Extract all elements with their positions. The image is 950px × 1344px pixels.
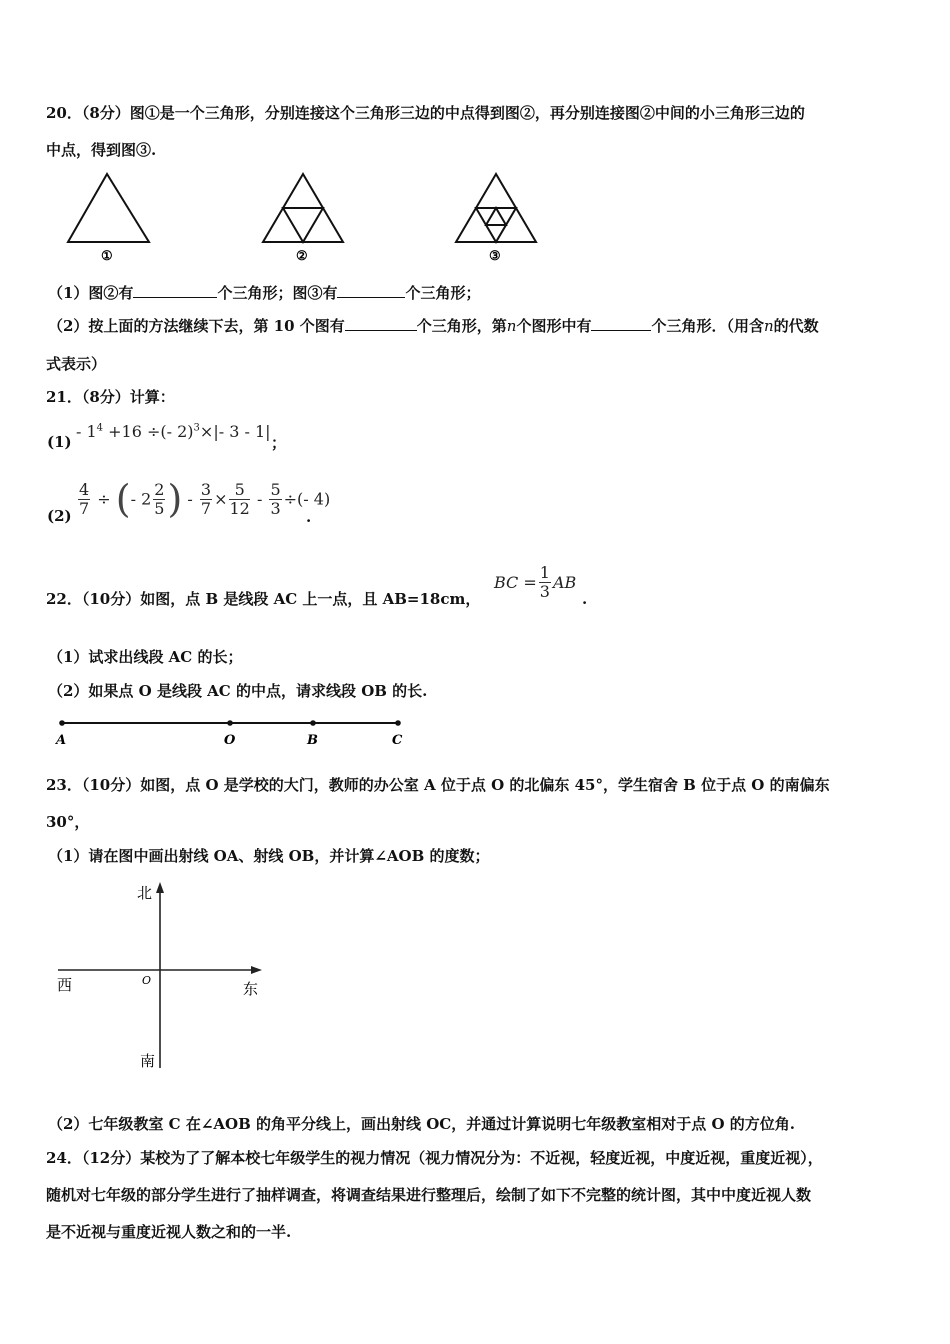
point-a <box>59 720 65 726</box>
west-label: 西 <box>57 976 73 994</box>
q20-part1 <box>48 283 480 303</box>
q21-item2-expression <box>76 477 331 521</box>
q24-line3: 是不近视与重度近视人数之和的一半. <box>46 1223 292 1241</box>
q21-op-minus2: - <box>256 489 263 509</box>
q21-title: 21．（8分）计算： <box>46 388 175 406</box>
label-a: A <box>56 733 67 748</box>
q21-item1-label: (1) <box>47 433 72 451</box>
fig2-mid-triangle <box>283 208 323 242</box>
q22-eq-frac: $\frac{1}{3}$ <box>539 563 550 601</box>
label-o: O <box>224 733 236 748</box>
q21-frac-5-3: $\frac{5}{3}$ <box>270 479 281 518</box>
q20-part1-b: 个三角形；图③有 <box>217 284 338 302</box>
q21-mixed-whole: - 2 <box>130 489 152 509</box>
q21-item2-label: (2) <box>47 507 72 525</box>
q20-part2-b: 个三角形，第 <box>416 317 507 335</box>
label-c: C <box>392 733 403 748</box>
q20-var-n2: n <box>763 317 774 335</box>
q21-item1-exp1: 4 <box>96 422 104 434</box>
q22-segment-figure <box>50 712 420 752</box>
q20-part2 <box>48 316 819 336</box>
answer-blank-fign[interactable] <box>591 316 651 331</box>
fig1-triangle <box>68 174 149 242</box>
label-b: B <box>307 733 318 748</box>
q20-triangle-figures <box>55 168 555 264</box>
q23-line2: 30°， <box>46 813 90 831</box>
answer-blank-fig10[interactable] <box>345 316 417 331</box>
q22-eq-right: AB <box>552 573 577 592</box>
q23-line1: 23．（10分）如图，点 O 是学校的大门，教师的办公室 A 位于点 O 的北偏东 45°，学生宿舍 B 位于点 O 的南偏东 <box>46 776 830 794</box>
q24-line1: 24．（12分）某校为了了解本校七年级学生的视力情况（视力情况分为：不近视，轻度近视，中度近视，重度近视）， <box>46 1149 823 1167</box>
q22-eq-end: . <box>582 590 588 608</box>
east-arrow <box>251 966 262 974</box>
north-label: 北 <box>137 884 153 902</box>
q23-part1: （1）请在图中画出射线 OA、射线 OB，并计算∠AOB 的度数； <box>48 847 490 865</box>
q21-item1-expression <box>76 422 271 441</box>
fig1-label: ① <box>101 249 113 264</box>
q21-left-paren: ( <box>115 477 131 521</box>
point-o <box>227 720 233 726</box>
q24-line2: 随机对七年级的部分学生进行了抽样调查，将调查结果进行整理后，绘制了如下不完整的统计图，其中中度近视人数 <box>46 1186 812 1204</box>
q20-part1-c: 个三角形； <box>405 284 481 302</box>
q20-line1: 20．（8分）图①是一个三角形，分别连接这个三角形三边的中点得到图②，再分别连接图②中间的小三角形三边的 <box>46 104 805 122</box>
point-c <box>395 720 401 726</box>
q22-equation <box>494 564 576 601</box>
q21-frac-3-7: $\frac{3}{7}$ <box>200 479 212 518</box>
east-label: 东 <box>243 980 259 998</box>
q21-frac-4-7: $\frac{4}{7}$ <box>79 479 90 518</box>
q21-item1-a: - 1 <box>76 422 97 441</box>
q22-line1: 22．（10分）如图，点 B 是线段 AC 上一点，且 AB=18cm， <box>46 590 481 608</box>
south-label: 南 <box>140 1052 156 1070</box>
point-b <box>310 720 316 726</box>
q21-item2-end: . <box>306 508 312 526</box>
q22-eq-left: BC = <box>494 573 537 592</box>
q20-part2-line2: 式表示） <box>46 355 107 373</box>
q21-op-div: ÷ <box>97 489 111 509</box>
fig3-label: ③ <box>489 249 501 264</box>
q20-var-n: n <box>506 317 517 335</box>
answer-blank-fig3[interactable] <box>337 283 405 298</box>
q21-item1-end: ； <box>271 434 287 452</box>
fig2-label: ② <box>296 249 308 264</box>
q21-tail: ÷(- 4) <box>283 489 331 509</box>
q21-op-times: × <box>214 489 228 509</box>
q20-part2-a: （2）按上面的方法继续下去，第 10 个图有 <box>48 317 345 335</box>
q21-item1-exp2: 3 <box>193 422 200 434</box>
origin-label: O <box>142 974 152 987</box>
q21-item1-b: +16 ÷(- 2) <box>103 422 194 441</box>
q21-op-minus: - <box>187 489 193 509</box>
fig3-inner-triangle <box>486 208 506 225</box>
q20-part2-e: 的代数 <box>773 317 819 335</box>
q22-part2: （2）如果点 O 是线段 AC 的中点，请求线段 OB 的长. <box>48 682 428 700</box>
q22-part1: （1）试求出线段 AC 的长； <box>48 648 243 666</box>
q20-part2-c: 个图形中有 <box>516 317 592 335</box>
answer-blank-fig2[interactable] <box>133 283 217 298</box>
q23-compass-figure <box>50 878 270 1074</box>
q23-part2: （2）七年级教室 C 在∠AOB 的角平分线上，画出射线 OC，并通过计算说明七年级教室相对于点 O 的方位角. <box>48 1115 795 1133</box>
q20-part2-d: 个三角形．（用含 <box>651 317 764 335</box>
q21-right-paren: ) <box>167 477 183 521</box>
q21-item1-c: ×|- 3 - 1| <box>199 422 271 441</box>
q20-part1-a: （1）图②有 <box>48 284 134 302</box>
north-arrow <box>156 882 164 893</box>
q21-frac-2-5: $\frac{2}{5}$ <box>154 479 165 518</box>
q21-frac-5-12: $\frac{5}{12}$ <box>229 479 250 518</box>
q20-line2: 中点，得到图③. <box>46 141 157 159</box>
